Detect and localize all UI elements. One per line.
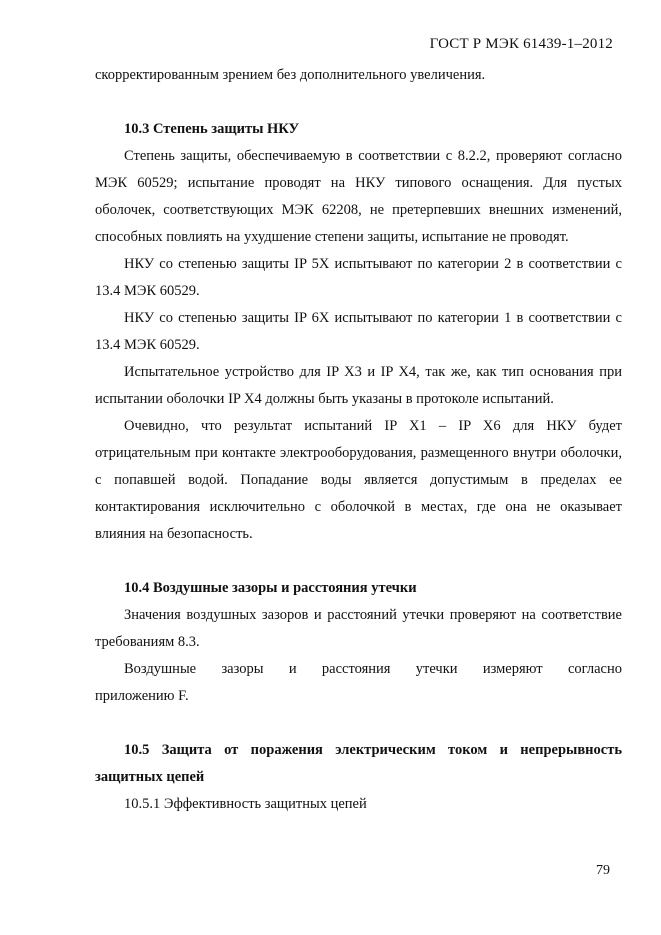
word: и	[288, 661, 297, 677]
section-heading-10-3: 10.3 Степень защиты НКУ	[124, 121, 300, 137]
word: Воздушные	[124, 661, 197, 677]
word: зазоры	[221, 661, 264, 677]
section-heading-10-5: 10.5 Защита от поражения электрическим током и непрерывность защитных цепей	[95, 742, 622, 785]
paragraph-clearances: Значения воздушных зазоров и расстояний утечки проверяют на соответствие требованиям 8.3.	[95, 607, 622, 650]
page-number: 79	[596, 863, 610, 878]
word: измеряют	[482, 661, 543, 677]
paragraph-continuation: скорректированным зрением без дополнительного увеличения.	[95, 67, 486, 83]
paragraph-measurement-end: приложению F.	[95, 688, 189, 704]
word: утечки	[415, 661, 458, 677]
word: расстояния	[321, 661, 391, 677]
paragraph-measurement-line	[95, 656, 622, 683]
section-heading-10-4: 10.4 Воздушные зазоры и расстояния утечки	[124, 580, 417, 596]
paragraph-ip6x: НКУ со степенью защиты IP 6X испытывают по категории 1 в соответствии с 13.4 МЭК 60529.	[95, 310, 622, 353]
paragraph-protection-degree: Степень защиты, обеспечиваемую в соответствии с 8.2.2, проверяют согласно МЭК 60529; испытание проводят на НКУ типового оснащения. Для пустых оболочек, соответствующих МЭК 62208, не претерпевших внешних изменений, способных повлиять на ухудшение степени защиты, испытание не проводят.	[95, 148, 622, 245]
document-header: ГОСТ Р МЭК 61439-1–2012	[429, 36, 613, 52]
subsection-10-5-1: 10.5.1 Эффективность защитных цепей	[124, 796, 367, 812]
paragraph-ip5x: НКУ со степенью защиты IP 5X испытывают по категории 2 в соответствии с 13.4 МЭК 60529.	[95, 256, 622, 299]
paragraph-water-ingress: Очевидно, что результат испытаний IP X1 – IP X6 для НКУ будет отрицательным при контакте электрооборудования, размещенного внутри оболочки, с попавшей водой. Попадание воды является допустимым в пределах ее контактирования исключительно с оболочкой в местах, где она не оказывает влияния на безопасность.	[95, 418, 622, 542]
page-body	[95, 62, 622, 818]
paragraph-test-device: Испытательное устройство для IP X3 и IP X4, так же, как тип основания при испытании оболочки IP X4 должны быть указаны в протоколе испытаний.	[95, 364, 622, 407]
word: согласно	[567, 661, 622, 677]
